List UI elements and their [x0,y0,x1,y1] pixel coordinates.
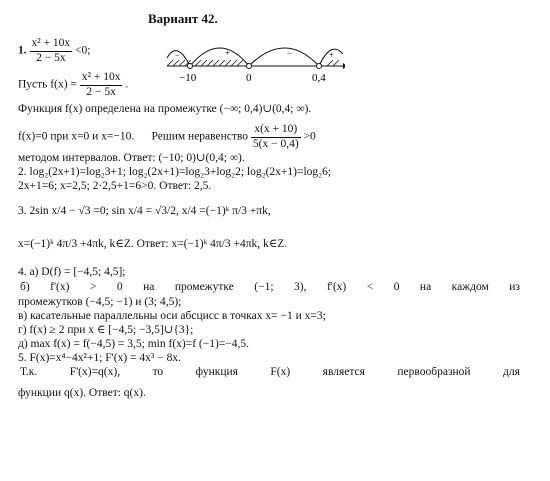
fraction-numerator: x(x + 10) [251,124,301,138]
domain-line: Функция f(x) определена на промежутке (−∞; 0,4)∪(0,4; ∞). [18,103,312,115]
word: 0 [393,281,400,293]
word: > [89,281,97,293]
point-0-4 [317,64,322,69]
problem-number: 1. [18,44,27,57]
fraction [251,124,301,150]
problem-4-b-line-1 [20,282,520,294]
problem-4-d: г) f(x) ≥ 2 при x ∈ [−4,5; −3,5]∪{3}; [18,324,194,336]
problem-5-line-2 [20,367,520,379]
solve-text: Решим неравенство [151,130,249,143]
fraction-numerator: x² + 10x [80,72,123,86]
word: < [366,281,374,293]
axis-label: 0,4 [312,72,326,84]
word: функция [195,366,238,378]
point-minus-10 [188,64,193,69]
sign-label: − [175,50,181,60]
problem-4-a: 4. а) D(f) = [−4,5; 4,5]; [18,266,126,278]
problem-3-line-1: 3. 2sin x/4 − √3 =0; sin x/4 = √3/2, x/4 =(−1)ᵏ π/3 +πk, [18,205,271,217]
sign-label: + [225,48,231,58]
word: является [322,366,365,378]
fraction-denominator: 2 − 5x [36,51,66,64]
word: (−1; [254,281,274,293]
word: то [152,366,164,378]
word: f'(x) [326,281,347,293]
page-title: Вариант 42. [148,11,218,26]
problem-4-e: д) max f(x) = f(−4,5) = 3,5; min f(x)=f (−1)=−4,5. [18,338,250,350]
fraction-numerator: x² + 10x [30,38,73,52]
word: из [509,281,520,293]
problem-1-statement [18,38,91,64]
method-line: методом интервалов. Ответ: (−10; 0)∪(0,4; ∞). [18,152,245,164]
fraction [80,72,123,98]
word: на [143,281,155,293]
sign-label: − [287,48,293,58]
fraction-denominator: 2 − 5x [86,85,116,98]
axis-label: 0 [246,72,252,84]
zeros-line [18,124,316,150]
axis-arrow-icon [343,63,345,69]
word: 3), [294,281,307,293]
sign-label: + [329,50,335,60]
inequality-sign: <0; [75,44,91,57]
word: f'(x) [50,281,70,293]
problem-2-line-2: 2x+1=6; x=2,5; 2·2,5+1=6>0. Ответ: 2,5. [18,180,212,192]
problem-5-line-1: 5. F(x)=x⁴−4x²+1; F'(x) = 4x³ − 8x. [18,352,181,364]
problem-3-line-2: x=(−1)ᵏ 4π/3 +4πk, k∈Z. Ответ: x=(−1)ᵏ 4π/3 +4πk, k∈Z. [18,238,288,250]
number-line-diagram [165,30,345,85]
period: . [125,78,129,91]
word: б) [20,281,30,293]
word: F'(x)=q(x), [69,366,121,378]
problem-5-line-3: функции q(x). Ответ: q(x). [18,387,146,399]
point-0 [247,64,252,69]
word: каждом [451,281,489,293]
zeros-text: f(x)=0 при x=0 и x=−10. [18,130,135,143]
word: Т.к. [20,366,38,378]
sign-arcs [167,48,343,66]
let-definition [18,72,128,98]
problem-4-b-line-2: промежутков (−4,5; −1) и (3; 4,5); [18,296,182,308]
word: первообразной [397,366,471,378]
inequality-sign: >0 [303,130,316,143]
word: F(x) [270,366,291,378]
fraction-denominator: 5(x − 0,4) [252,137,299,150]
fraction [30,38,73,64]
word: для [503,366,520,378]
axis-label: −10 [179,72,197,84]
word: промежутке [174,281,234,293]
word: на [419,281,432,293]
let-label: Пусть f(x) = [18,78,77,91]
problem-2-line-1: 2. log₂(2x+1)=log₂3+1; log₂(2x+1)=log₂3+log₂2; log₂(2x+1)=log₂6; [18,166,332,178]
problem-4-c: в) касательные параллельны оси абсцисс в точках x= −1 и x=3; [18,310,326,322]
word: 0 [116,281,123,293]
